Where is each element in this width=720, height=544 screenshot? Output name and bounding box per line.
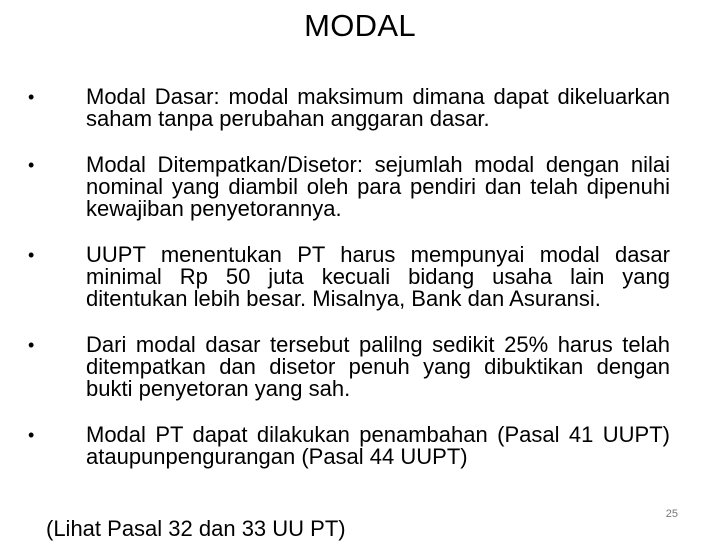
bullet-marker: • [28, 245, 35, 265]
bullet-item-modal-disetor [28, 334, 670, 400]
bullet-item-uupt-minimal [28, 244, 670, 310]
bullet-item-modal-dasar [28, 86, 670, 130]
bullet-text: Modal Dasar: modal maksimum dimana dapat dikeluarkan saham tanpa perubahan anggaran dasar. [86, 84, 670, 131]
bullet-text: Modal PT dapat dilakukan penambahan (Pasal 41 UUPT) ataupunpengurangan (Pasal 44 UUPT) [86, 422, 670, 469]
slide-title: MODAL [304, 8, 416, 43]
footer-note: (Lihat Pasal 32 dan 33 UU PT) [46, 516, 346, 541]
bullet-text: UUPT menentukan PT harus mempunyai modal dasar minimal Rp 50 juta kecuali bidang usaha lain yang ditentukan lebih besar. Misalnya, Bank dan Asuransi. [86, 242, 670, 311]
bullet-marker: • [28, 155, 35, 175]
bullet-item-modal-ditempatkan [28, 154, 670, 220]
bullet-list [28, 86, 670, 468]
bullet-item-penambahan-pengurangan [28, 424, 670, 468]
bullet-marker: • [28, 425, 35, 445]
bullet-text: Dari modal dasar tersebut palilng sedikit 25% harus telah ditempatkan dan disetor penuh yang dibuktikan dengan bukti penyetoran yang sah. [86, 332, 670, 401]
page-number: 25 [665, 508, 678, 520]
bullet-marker: • [28, 335, 35, 355]
bullet-marker: • [28, 87, 35, 107]
bullet-text: Modal Ditempatkan/Disetor: sejumlah modal dengan nilai nominal yang diambil oleh para pendiri dan telah dipenuhi kewajiban penyetorannya. [86, 152, 670, 221]
